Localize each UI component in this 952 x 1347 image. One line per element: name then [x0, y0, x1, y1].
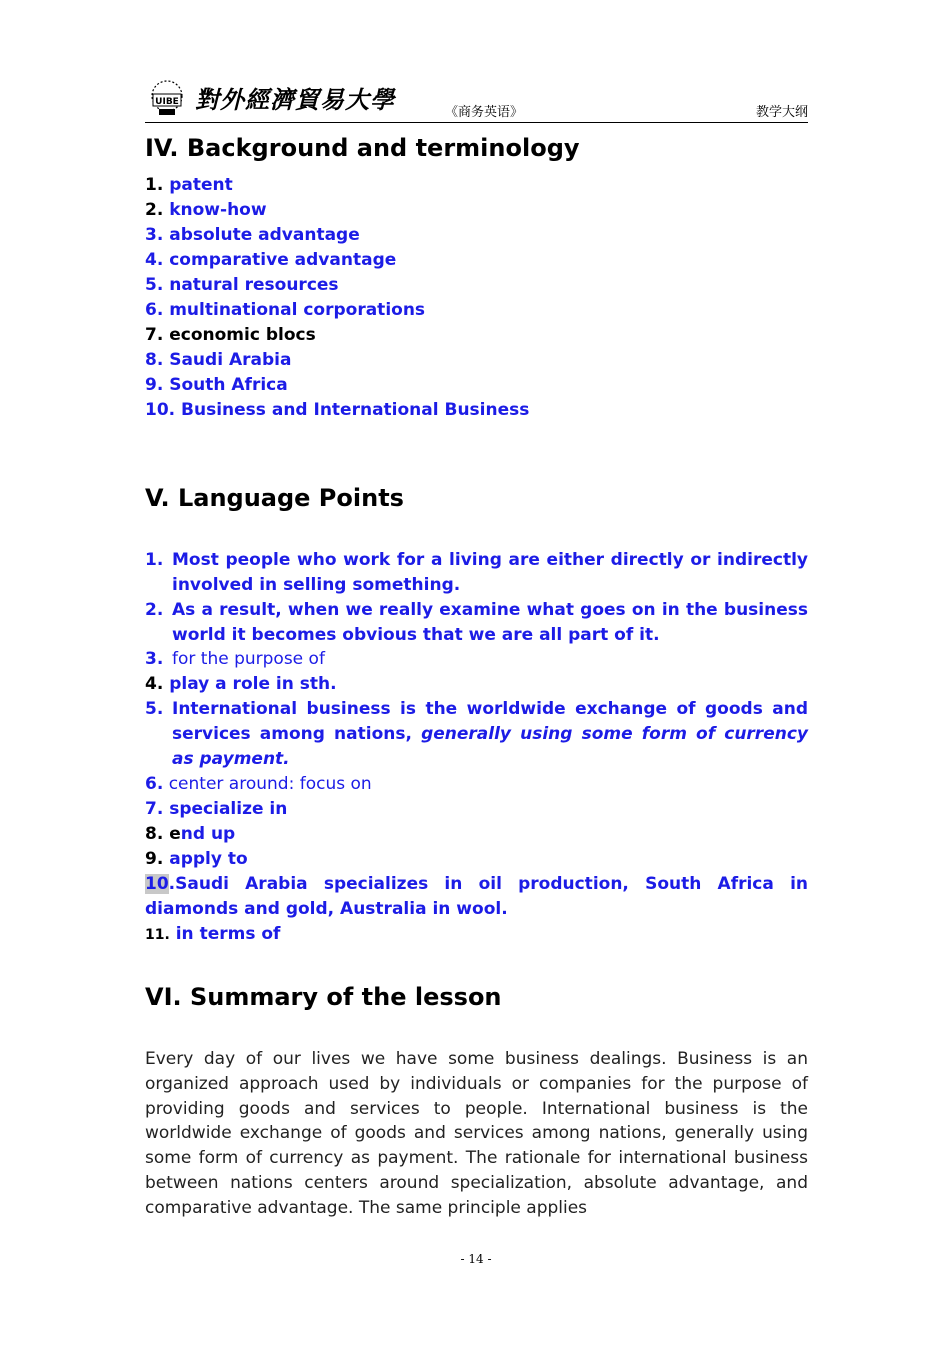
language-point: 4. play a role in sth.	[145, 674, 337, 694]
term-item: 4. comparative advantage	[145, 250, 397, 270]
language-point: 11. in terms of	[145, 924, 281, 944]
language-point: 8. end up	[145, 824, 236, 844]
language-point: 3. for the purpose of	[145, 649, 325, 669]
section-heading: V. Language Points	[145, 484, 404, 512]
term-item: 10. Business and International Business	[145, 400, 530, 420]
term-item: 8. Saudi Arabia	[145, 350, 292, 370]
university-logo-text: 對外經濟貿易大學	[195, 85, 395, 114]
language-point: 6. center around: focus on	[145, 774, 372, 794]
highlighted-number: 10	[145, 874, 169, 894]
language-point: 9. apply to	[145, 849, 248, 869]
language-point: 2. As a result, when we really examine what goes on in the business world it becomes obvious that we are all part of it.	[145, 600, 808, 645]
svg-text:UIBE: UIBE	[155, 97, 179, 107]
page-header	[145, 74, 808, 123]
term-item: 6. multinational corporations	[145, 300, 426, 320]
term-item: 1. patent	[145, 175, 233, 195]
page-number: - 14 -	[460, 1252, 492, 1266]
term-item: 3. absolute advantage	[145, 225, 360, 245]
section-heading: IV. Background and terminology	[145, 134, 580, 162]
language-point: 7. specialize in	[145, 799, 288, 819]
course-title: 《商务英语》	[445, 105, 524, 120]
summary-paragraph: Every day of our lives we have some business dealings. Business is an organized approach used by individuals or companies for the purpose of providing goods and services to people. International business is the worldwide exchange of goods and services among nations, generally using some form of currency as payment. The rationale for international business between nations centers around specialization, absolute advantage, and comparative advantage. The same principle applies	[145, 1049, 808, 1218]
language-point: 5. International business is the worldwide exchange of goods and services among nations, generally using some form of currency as payment.	[145, 699, 808, 769]
language-point: 1. Most people who work for a living are either directly or indirectly involved in selling something.	[145, 550, 808, 595]
term-item: 5. natural resources	[145, 275, 339, 295]
term-item: 9. South Africa	[145, 375, 288, 395]
term-item: 7. economic blocs	[145, 325, 316, 345]
term-item: 2. know-how	[145, 200, 267, 220]
language-point: 10.Saudi Arabia specializes in oil production, South Africa in diamonds and gold, Australia in wool.	[145, 874, 808, 919]
section-heading: VI. Summary of the lesson	[145, 983, 502, 1011]
university-emblem-icon	[145, 78, 189, 118]
document-type: 教学大纲	[755, 105, 808, 120]
